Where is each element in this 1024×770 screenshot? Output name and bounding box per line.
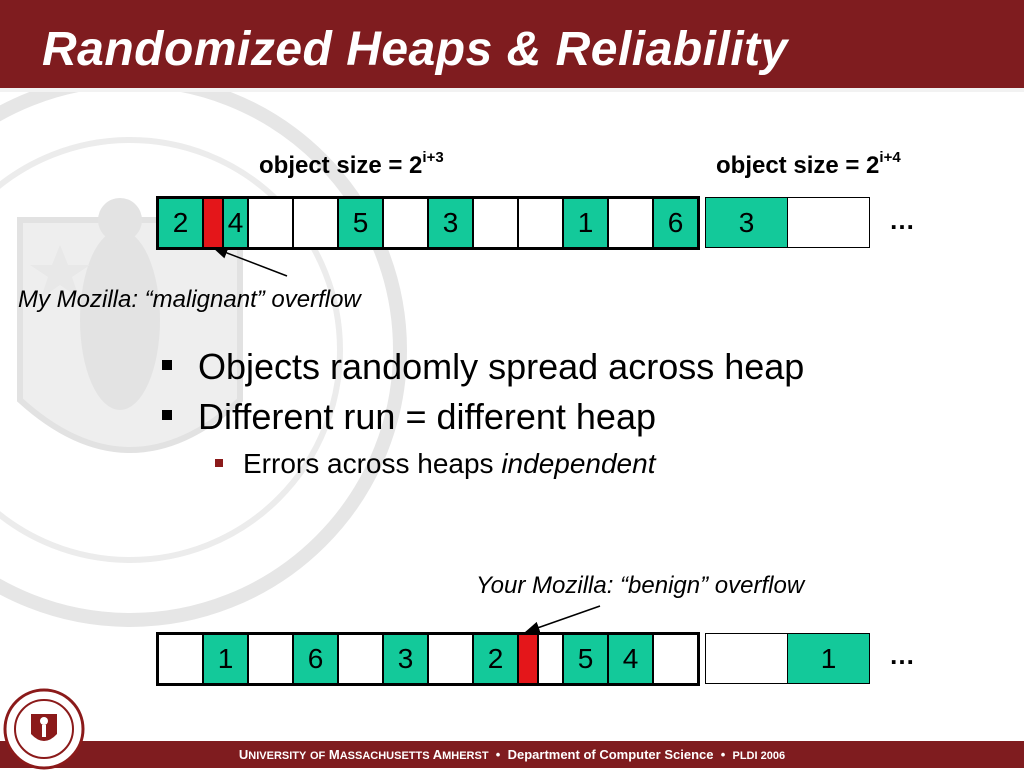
top-heap-row-large	[705, 197, 870, 248]
heap-cell: 2	[474, 635, 517, 683]
title-underline	[0, 88, 1024, 92]
heap-cell-large	[788, 198, 869, 247]
heap-cell: 4	[609, 635, 652, 683]
bottom-ellipsis: …	[889, 640, 915, 670]
slide-title: Randomized Heaps & Reliability	[42, 23, 788, 76]
heap-cell	[249, 635, 292, 683]
top-ellipsis: …	[889, 205, 915, 235]
sub-bullet-text: Errors across heaps	[243, 448, 502, 479]
heap-cell-large: 1	[788, 634, 869, 683]
heap-cell: 1	[204, 635, 247, 683]
heap-cell: 1	[564, 199, 607, 247]
heap-cell: 6	[654, 199, 697, 247]
bullet-item	[198, 346, 804, 388]
sub-bullet-emphasis: independent	[501, 448, 656, 479]
heap-cell: 4	[224, 199, 247, 247]
heap-cell	[474, 199, 517, 247]
left-size-exponent: i+3	[422, 149, 444, 166]
heap-cell	[249, 199, 292, 247]
heap-cell	[384, 199, 427, 247]
heap-cell: 2	[159, 199, 202, 247]
heap-cell: 6	[294, 635, 337, 683]
bottom-heap-row-large	[705, 633, 870, 684]
heap-cell: 3	[384, 635, 427, 683]
bottom-arrow	[526, 606, 600, 632]
heap-cell	[429, 635, 472, 683]
heap-cell	[294, 199, 337, 247]
bullet-item	[198, 396, 656, 438]
bullet-square-icon	[162, 410, 172, 420]
right-size-label	[716, 149, 901, 180]
footer-bar	[0, 741, 1024, 768]
heap-cell-large	[706, 634, 787, 683]
footer-university: UNIVERSITY OF MASSACHUSETTS AMHERST	[238, 747, 489, 762]
heap-cell	[339, 635, 382, 683]
heap-cell	[539, 635, 562, 683]
bottom-caption: Your Mozilla: “benign” overflow	[476, 572, 805, 599]
footer-separator: •	[495, 747, 501, 762]
bullet-text: Different run = different heap	[198, 396, 656, 437]
bullet-text: Objects randomly spread across heap	[198, 346, 805, 387]
footer-separator: •	[720, 747, 726, 762]
top-caption: My Mozilla: “malignant” overflow	[18, 286, 361, 313]
overflow-cell	[204, 199, 222, 247]
sub-bullet-square-icon	[215, 459, 223, 467]
overflow-cell	[519, 635, 537, 683]
footer-department: Department of Computer Science	[507, 747, 714, 762]
footer-conference: PLDI 2006	[732, 750, 786, 762]
sub-bullet-item	[243, 448, 655, 480]
heap-cell-large: 3	[706, 198, 787, 247]
right-size-exponent: i+4	[879, 149, 901, 166]
top-heap-row	[156, 196, 700, 250]
heap-cell	[519, 199, 562, 247]
heap-cell	[654, 635, 697, 683]
heap-cell	[159, 635, 202, 683]
heap-cell: 3	[429, 199, 472, 247]
left-size-text: object size = 2	[259, 152, 423, 179]
left-size-label	[259, 149, 444, 180]
heap-cell	[609, 199, 652, 247]
bullet-square-icon	[162, 360, 172, 370]
right-size-text: object size = 2	[716, 152, 880, 179]
umass-seal-logo	[3, 688, 85, 770]
bottom-heap-row	[156, 632, 700, 686]
heap-cell: 5	[339, 199, 382, 247]
heap-cell: 5	[564, 635, 607, 683]
